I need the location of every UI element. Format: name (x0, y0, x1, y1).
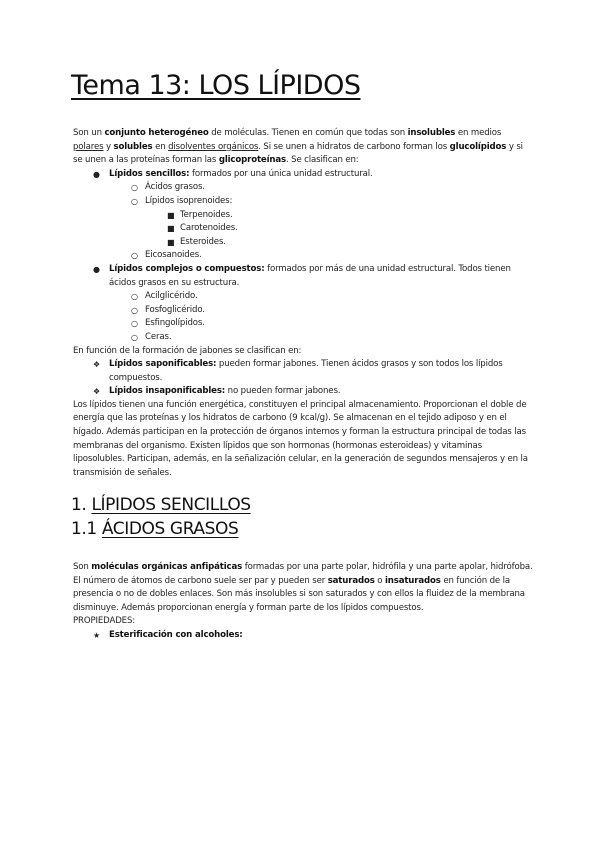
intro-bold: glucolípidos (449, 141, 507, 152)
square-icon: ■ (167, 210, 175, 220)
list-item-text: Esteroides. (180, 236, 226, 247)
list-item (73, 236, 533, 250)
star-icon: ★ (93, 630, 101, 640)
list-item-complejos (73, 263, 533, 290)
list-item (73, 222, 533, 236)
list-item (73, 331, 533, 345)
circle-icon: ○ (131, 196, 138, 206)
jabones-intro: En función de la formación de jabones se clasifican en: (73, 345, 302, 356)
page-title: Tema 13: LOS LÍPIDOS (71, 70, 361, 101)
complejos-label: Lípidos complejos o compuestos: (109, 263, 265, 274)
list-item-insaponificables (73, 385, 533, 399)
acidos-text: formadas por una parte polar, hidrófila y una parte apolar, hidrófoba. El número de átomos de carbono suele ser par y pueden ser (73, 562, 533, 586)
intro-text: Son un (73, 128, 105, 138)
complejos-text: formados por más de una unidad estructural. Todos tienen ácidos grasos en su estructura. (109, 263, 511, 288)
intro-text: en medios (455, 128, 502, 138)
intro-text: . Se clasifican en: (286, 155, 359, 166)
circle-icon: ○ (131, 251, 138, 261)
list-item (73, 195, 533, 209)
circle-icon: ○ (131, 292, 138, 302)
circle-icon: ○ (131, 305, 138, 315)
intro-text: . Si se unen a hidratos de carbono forman los (258, 141, 450, 152)
section-title: LÍPIDOS SENCILLOS (91, 495, 251, 515)
diamond-icon: ❖ (93, 360, 101, 370)
list-item-esterificacion (73, 629, 533, 643)
bullet-icon: ● (93, 169, 100, 179)
bullet-icon: ● (93, 264, 100, 274)
intro-text: en (152, 141, 169, 152)
intro-text: de moléculas. Tienen en común que todas son (208, 128, 408, 138)
intro-underlined: disolventes orgánicos (168, 141, 259, 152)
list-item (73, 181, 533, 195)
circle-icon: ○ (131, 332, 138, 342)
list-item (73, 209, 533, 223)
acidos-bold: saturados (327, 575, 375, 586)
intro-bold: solubles (113, 141, 153, 152)
intro-paragraph (73, 127, 533, 168)
propiedades-label: PROPIEDADES: (73, 616, 136, 627)
acidos-paragraph (73, 561, 533, 615)
list-item-text: Carotenoides. (180, 223, 238, 234)
diamond-icon: ❖ (93, 387, 101, 397)
list-item-text: Lípidos isoprenoides: (145, 195, 233, 206)
funcion-paragraph: Los lípidos tienen una función energética, constituyen el principal almacenamiento. Proporcionan el doble de energía que las proteínas y los hidratos de carbono (9 kcal/g). Se almacenan en el tejido adiposo y en el hígado. Además participan en la protección de órganos internos y forman la estructura principal de todas las membranas del organismo. Existen lípidos que son hormonas (hormonas esteroideas) y vitaminas liposolubles. Participan, además, en la señalización celular, en la generación de segundos mensajeros y en la transmisión de señales. (73, 399, 528, 478)
acidos-text: en función de la presencia o no de dobles enlaces. Son más insolubles si son saturados y con ellos la fluidez de la membrana disminuye. Además proporcionan energía y forman parte de los lípidos compuestos. (73, 575, 525, 613)
list-item-text: Esfingolípidos. (145, 318, 205, 329)
list-item (73, 304, 533, 318)
acidos-section (73, 561, 533, 643)
intro-text: y (103, 141, 114, 152)
section-number: 1. (71, 495, 92, 515)
section-title: ÁCIDOS GRASOS (101, 519, 239, 539)
circle-icon: ○ (131, 319, 138, 329)
esterificacion-label: Esterificación con alcoholes: (109, 629, 243, 640)
acidos-bold: moléculas orgánicas anfipáticas (91, 562, 243, 572)
list-item-text: Ácidos grasos. (145, 182, 205, 193)
acidos-text: o (374, 575, 385, 586)
section-heading-1 (71, 495, 251, 515)
saponificables-label: Lípidos saponificables: (109, 359, 217, 370)
insaponificables-text: no pueden formar jabones. (225, 386, 341, 397)
insaponificables-label: Lípidos insaponificables: (109, 386, 226, 397)
list-item-sencillos (73, 168, 533, 182)
intro-bold: conjunto heterogéneo (104, 128, 209, 138)
sencillos-text: formados por una única unidad estructural. (189, 168, 373, 179)
intro-text: y si se unen a las proteínas forman las (73, 141, 523, 166)
circle-icon: ○ (131, 183, 138, 193)
list-item-text: Fosfoglicérido. (145, 304, 205, 315)
section-number: 1.1 (71, 519, 102, 539)
list-item (73, 317, 533, 331)
sencillos-label: Lípidos sencillos: (109, 168, 190, 179)
square-icon: ■ (167, 224, 175, 234)
intro-underlined: polares (73, 141, 104, 152)
list-item-text: Eicosanoides. (145, 250, 202, 261)
intro-section (73, 127, 533, 480)
intro-bold: insolubles (407, 128, 456, 138)
acidos-bold: insaturados (384, 575, 441, 586)
list-item-text: Acilglicérido. (145, 291, 198, 302)
square-icon: ■ (167, 237, 175, 247)
acidos-text: Son (73, 562, 92, 572)
list-item-text: Terpenoides. (180, 209, 233, 220)
list-item (73, 249, 533, 263)
list-item-saponificables (73, 358, 533, 385)
intro-bold: glicoproteínas (218, 155, 286, 166)
section-heading-1-1 (71, 519, 238, 539)
list-item (73, 290, 533, 304)
list-item-text: Ceras. (145, 331, 172, 342)
saponificables-text: pueden formar jabones. Tienen ácidos grasos y son todos los lípidos compuestos. (109, 359, 503, 383)
